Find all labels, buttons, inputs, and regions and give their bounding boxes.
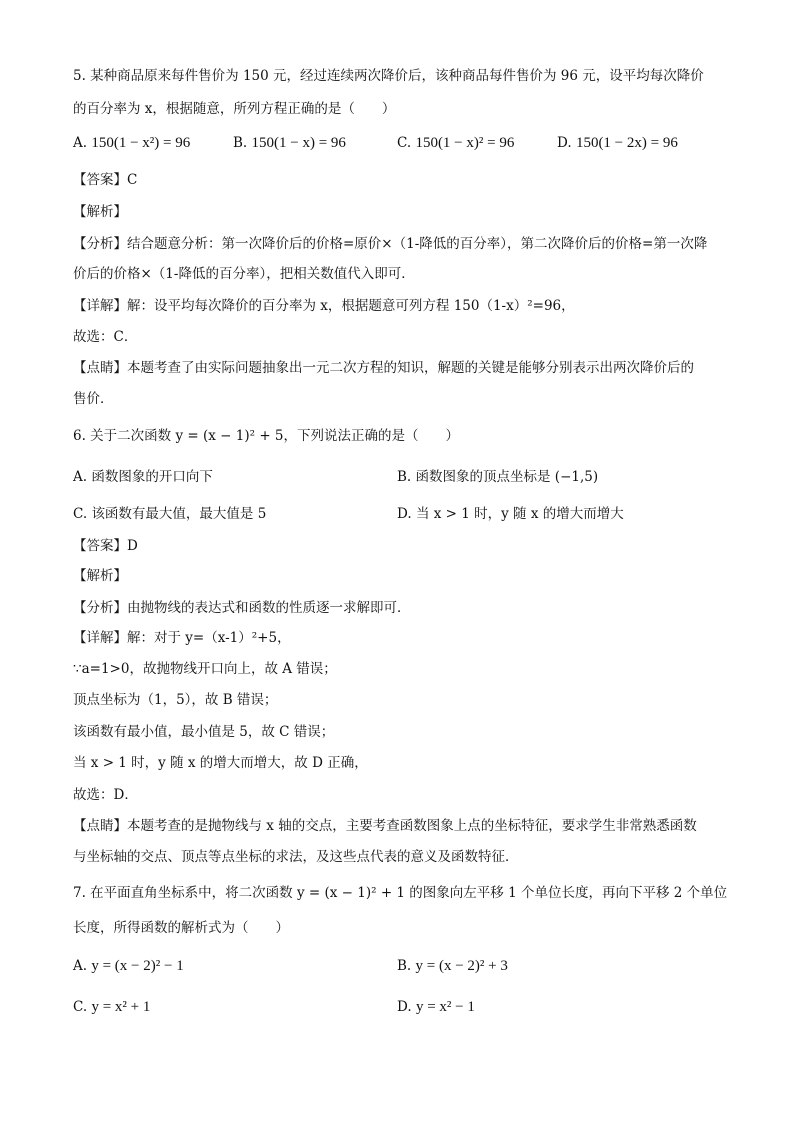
q5-analysis-title: 【解析】 [73, 204, 127, 220]
option-text: 函数图象的顶点坐标是 (−1,5) [415, 469, 599, 485]
q6-step2: 顶点坐标为（1，5），故 B 错误； [73, 692, 278, 708]
q5-xiangjie: 【详解】解：设平均每次降价的百分率为 x，根据题意可列方程 150（1-x）²=96， [73, 298, 575, 314]
q5-fenxi-line1: 【分析】结合题意分析：第一次降价后的价格=原价×（1-降低的百分率），第二次降价后的价格=第一次降 [73, 236, 708, 252]
q7-option-b [397, 956, 508, 976]
q6-option-a [73, 467, 213, 487]
q6-dianjing-line1: 【点睛】本题考查的是抛物线与 x 轴的交点，主要考查函数图象上点的坐标特征，要求学生非常熟悉函数 [73, 818, 697, 834]
q7-stem-line1: 7. 在平面直角坐标系中，将二次函数 y = (x − 1)² + 1 的图象向左平移 1 个单位长度，再向下平移 2 个单位 [73, 885, 728, 901]
option-label: A. [73, 958, 88, 974]
q6-option-c [73, 504, 266, 524]
option-label: C. [73, 506, 88, 522]
option-formula: y = (x − 2)² + 3 [415, 958, 508, 974]
q5-option-a [73, 133, 190, 153]
q7-option-d [397, 997, 475, 1017]
option-formula: 150(1 − x) = 96 [251, 135, 346, 151]
q6-xiangjie: 【详解】解：对于 y=（x-1）²+5， [73, 630, 291, 646]
option-formula: y = x² − 1 [415, 999, 475, 1015]
option-label: A. [73, 469, 88, 485]
q5-option-c [397, 133, 514, 153]
q7-option-a [73, 956, 184, 976]
option-text: 当 x > 1 时，y 随 x 的增大而增大 [415, 506, 624, 522]
q5-option-b [233, 133, 346, 153]
q7-option-c [73, 997, 150, 1017]
q6-step1: ∵a=1>0，故抛物线开口向上，故 A 错误； [73, 661, 337, 677]
option-formula: 150(1 − x²) = 96 [91, 135, 191, 151]
option-label: D. [397, 999, 412, 1015]
q5-dianjing-line2: 售价． [73, 391, 114, 407]
q5-answer: 【答案】C [73, 172, 138, 188]
option-formula: 150(1 − x)² = 96 [415, 135, 515, 151]
q5-guxuan: 故选：C． [73, 329, 138, 345]
option-label: C. [397, 135, 412, 151]
option-label: B. [397, 469, 412, 485]
option-formula: y = (x − 2)² − 1 [91, 958, 184, 974]
q6-step4: 当 x > 1 时，y 随 x 的增大而增大，故 D 正确， [73, 755, 368, 771]
option-text: 函数图象的开口向下 [91, 469, 213, 485]
q6-answer: 【答案】D [73, 538, 138, 554]
option-formula: y = x² + 1 [91, 999, 151, 1015]
q6-stem: 6. 关于二次函数 y = (x − 1)² + 5，下列说法正确的是（ ） [73, 428, 460, 444]
option-formula: 150(1 − 2x) = 96 [575, 135, 678, 151]
q6-analysis-title: 【解析】 [73, 568, 127, 584]
option-label: C. [73, 999, 88, 1015]
q7-stem-line2: 长度，所得函数的解析式为（ ） [73, 920, 289, 936]
q6-fenxi: 【分析】由抛物线的表达式和函数的性质逐一求解即可． [73, 600, 411, 616]
q5-dianjing-line1: 【点睛】本题考查了由实际问题抽象出一元二次方程的知识，解题的关键是能够分别表示出两次降价后的 [73, 360, 694, 376]
q5-stem-line1: 5. 某种商品原来每件售价为 150 元，经过连续两次降价后，该种商品每件售价为 96 元，设平均每次降价 [73, 68, 704, 84]
option-label: A. [73, 135, 88, 151]
option-text: 该函数有最大值，最大值是 5 [91, 506, 267, 522]
option-label: D. [557, 135, 572, 151]
q5-stem-line2: 的百分率为 x，根据随意，所列方程正确的是（ ） [73, 101, 396, 117]
option-label: B. [397, 958, 412, 974]
q6-option-b [397, 467, 598, 487]
option-label: D. [397, 506, 412, 522]
option-label: B. [233, 135, 248, 151]
q6-guxuan: 故选：D． [73, 787, 138, 803]
q6-option-d [397, 504, 624, 524]
q5-option-d [557, 133, 678, 153]
q5-fenxi-line2: 价后的价格×（1-降低的百分率），把相关数值代入即可． [73, 266, 415, 282]
q6-step3: 该函数有最小值，最小值是 5，故 C 错误； [73, 724, 335, 740]
q6-dianjing-line2: 与坐标轴的交点、顶点等点坐标的求法，及这些点代表的意义及函数特征． [73, 849, 519, 865]
